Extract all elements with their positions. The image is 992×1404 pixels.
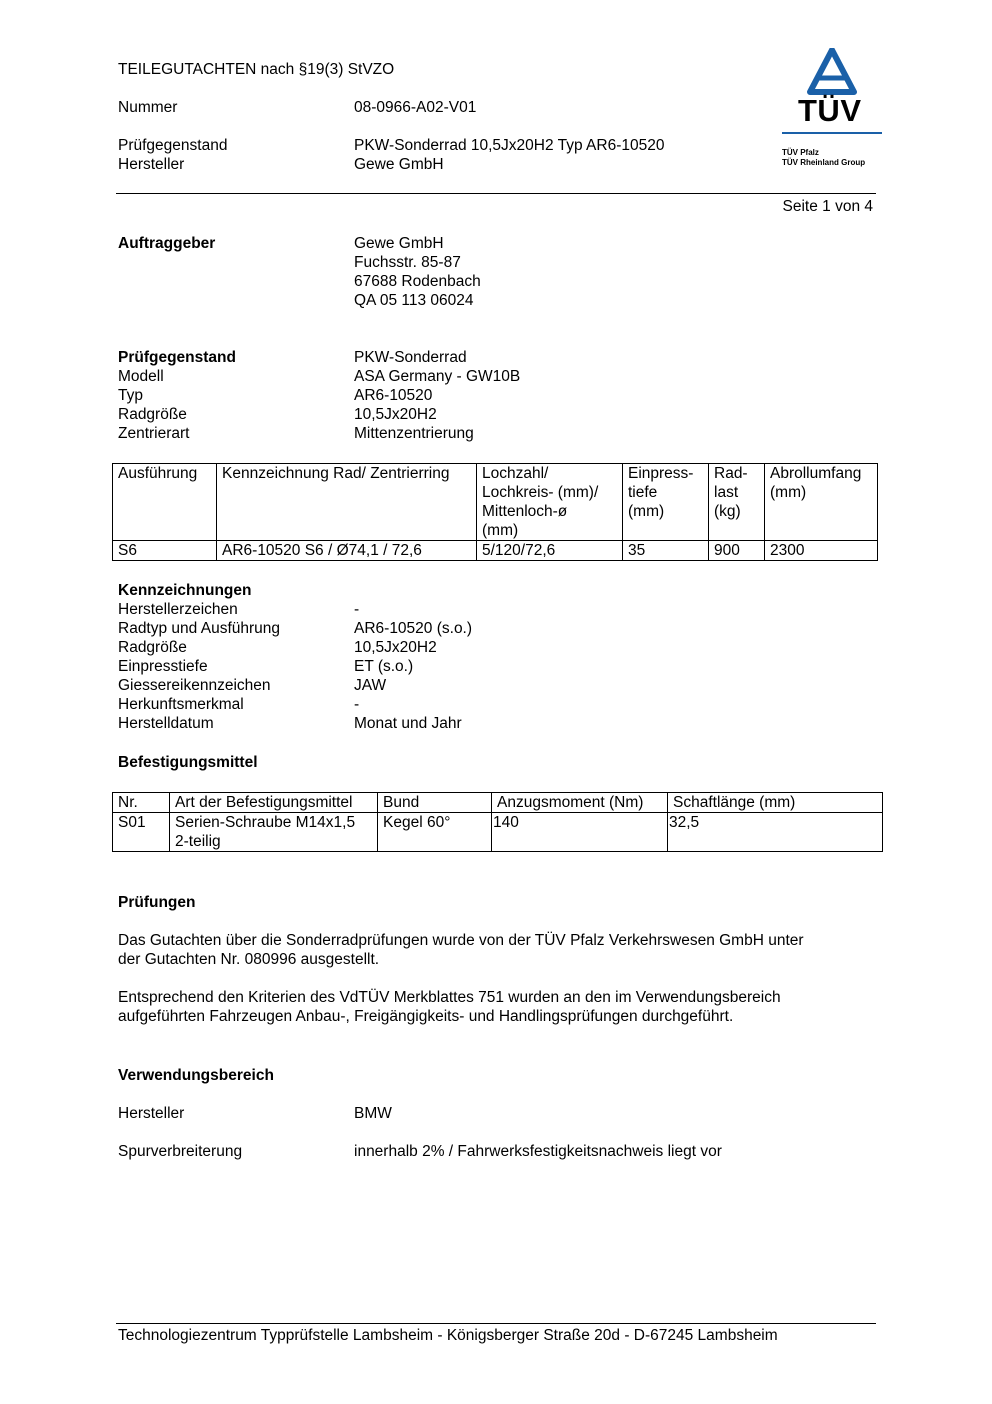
- logo-bar: [782, 132, 882, 134]
- logo-sub2: TÜV Rheinland Group: [782, 158, 866, 167]
- table-header-cell: [113, 464, 217, 541]
- page-info: Seite 1 von 4: [782, 198, 873, 215]
- table-cell: 35: [623, 541, 709, 561]
- object-row-label: Zentrierart: [118, 425, 190, 442]
- logo-sub1: TÜV Pfalz: [782, 148, 819, 157]
- object-row-value: Mittenzentrierung: [354, 425, 474, 442]
- table-cell: 140: [492, 813, 668, 852]
- object-row-value: ASA Germany - GW10B: [354, 368, 521, 385]
- header-text: (mm): [482, 522, 519, 539]
- table-header-cell: Nr.: [113, 793, 170, 813]
- usage-maker-label: Hersteller: [118, 1105, 185, 1122]
- table-cell: S01: [113, 813, 170, 852]
- object-row-label: Modell: [118, 368, 164, 385]
- header-text: (mm): [770, 484, 807, 501]
- table-header-cell: [623, 464, 709, 541]
- object-row-label: Radgröße: [118, 406, 187, 423]
- footer-text: Technologiezentrum Typprüfstelle Lambsheim - Königsberger Straße 20d - D-67245 Lambsheim: [118, 1327, 778, 1344]
- client-line: Gewe GmbH: [354, 235, 444, 252]
- table-header-row: [113, 464, 878, 541]
- table-header-cell: [477, 464, 623, 541]
- header-text: Mittenloch-ø: [482, 503, 568, 520]
- header-text: last: [714, 484, 739, 501]
- usage-maker-value: BMW: [354, 1105, 392, 1122]
- marking-value: 10,5Jx20H2: [354, 639, 437, 656]
- header-text: Lochkreis- (mm)/: [482, 484, 599, 501]
- header-text: tiefe: [628, 484, 658, 501]
- document-title: TEILEGUTACHTEN nach §19(3) StVZO: [118, 61, 395, 78]
- marking-label: Herstellerzeichen: [118, 601, 238, 618]
- usage-track-value: innerhalb 2% / Fahrwerksfestigkeitsnachweis liegt vor: [354, 1143, 722, 1160]
- table-header-cell: Anzugsmoment (Nm): [492, 793, 668, 813]
- header-text: Lochzahl/: [482, 465, 549, 482]
- object-label: Prüfgegenstand: [118, 137, 228, 154]
- header-text: Ausführung: [118, 465, 198, 482]
- table-cell: AR6-10520 S6 / Ø74,1 / 72,6: [217, 541, 477, 561]
- fastening-table: [112, 792, 883, 852]
- table-header-cell: [217, 464, 477, 541]
- usage-heading: Verwendungsbereich: [118, 1067, 274, 1084]
- header-text: Rad-: [714, 465, 748, 482]
- marking-value: AR6-10520 (s.o.): [354, 620, 473, 637]
- marking-label: Giessereikennzeichen: [118, 677, 271, 694]
- marking-value: -: [354, 601, 360, 618]
- object-row-label: Typ: [118, 387, 143, 404]
- table-header-row: [113, 793, 883, 813]
- marking-label: Radgröße: [118, 639, 187, 656]
- header-text: Kennzeichnung Rad/ Zentrierring: [222, 465, 450, 482]
- object-heading: Prüfgegenstand: [118, 349, 236, 366]
- table-header-cell: Schaftlänge (mm): [668, 793, 883, 813]
- table-cell: S6: [113, 541, 217, 561]
- client-heading: Auftraggeber: [118, 235, 216, 252]
- client-line: QA 05 113 06024: [354, 292, 474, 309]
- object-value: PKW-Sonderrad 10,5Jx20H2 Typ AR6-10520: [354, 137, 665, 154]
- table-row: [113, 813, 883, 852]
- table-cell: Kegel 60°: [378, 813, 492, 852]
- marking-label: Einpresstiefe: [118, 658, 208, 675]
- marking-value: JAW: [354, 677, 387, 694]
- marking-value: -: [354, 696, 360, 713]
- client-line: 67688 Rodenbach: [354, 273, 481, 290]
- cell-text: Serien-Schraube M14x1,5: [175, 814, 356, 831]
- table-cell: 900: [709, 541, 765, 561]
- object-row-value: 10,5Jx20H2: [354, 406, 437, 423]
- markings-heading: Kennzeichnungen: [118, 582, 252, 599]
- tests-paragraph-line: der Gutachten Nr. 080996 ausgestellt.: [118, 951, 380, 968]
- table-header-cell: Art der Befestigungsmittel: [170, 793, 378, 813]
- table-row: [113, 541, 878, 561]
- marking-label: Herstelldatum: [118, 715, 214, 732]
- header-divider: [116, 193, 876, 194]
- table-cell: 2300: [765, 541, 878, 561]
- tests-heading: Prüfungen: [118, 894, 196, 911]
- client-line: Fuchsstr. 85-87: [354, 254, 461, 271]
- object-row-value: PKW-Sonderrad: [354, 349, 467, 366]
- footer-divider: [116, 1323, 876, 1324]
- table-cell: 5/120/72,6: [477, 541, 623, 561]
- tests-paragraph-line: aufgeführten Fahrzeugen Anbau-, Freigängigkeits- und Handlingsprüfungen durchgeführt.: [118, 1008, 734, 1025]
- cell-text: 2-teilig: [175, 833, 221, 850]
- number-value: 08-0966-A02-V01: [354, 99, 477, 116]
- tests-paragraph-line: Entsprechend den Kriterien des VdTÜV Merkblattes 751 wurden an den im Verwendungsbereich: [118, 989, 781, 1006]
- marking-label: Radtyp und Ausführung: [118, 620, 281, 637]
- table-cell: 32,5: [668, 813, 883, 852]
- marking-label: Herkunftsmerkmal: [118, 696, 244, 713]
- header-text: Abrollumfang: [770, 465, 862, 482]
- header-text: (mm): [628, 503, 665, 520]
- table-cell: [170, 813, 378, 852]
- tuv-logo: [780, 48, 884, 174]
- header-text: (kg): [714, 503, 741, 520]
- number-label: Nummer: [118, 99, 178, 116]
- maker-value: Gewe GmbH: [354, 156, 444, 173]
- tuv-triangle-icon: [806, 48, 858, 96]
- logo-name: TÜV: [798, 93, 862, 128]
- object-row-value: AR6-10520: [354, 387, 433, 404]
- maker-label: Hersteller: [118, 156, 185, 173]
- usage-track-label: Spurverbreiterung: [118, 1143, 243, 1160]
- marking-value: Monat und Jahr: [354, 715, 462, 732]
- wheel-table: [112, 463, 878, 561]
- marking-value: ET (s.o.): [354, 658, 414, 675]
- tests-paragraph-line: Das Gutachten über die Sonderradprüfungen wurde von der TÜV Pfalz Verkehrswesen GmbH unter: [118, 932, 804, 949]
- table-header-cell: Bund: [378, 793, 492, 813]
- table-header-cell: [709, 464, 765, 541]
- table-header-cell: [765, 464, 878, 541]
- fastening-heading: Befestigungsmittel: [118, 754, 258, 771]
- header-text: Einpress-: [628, 465, 694, 482]
